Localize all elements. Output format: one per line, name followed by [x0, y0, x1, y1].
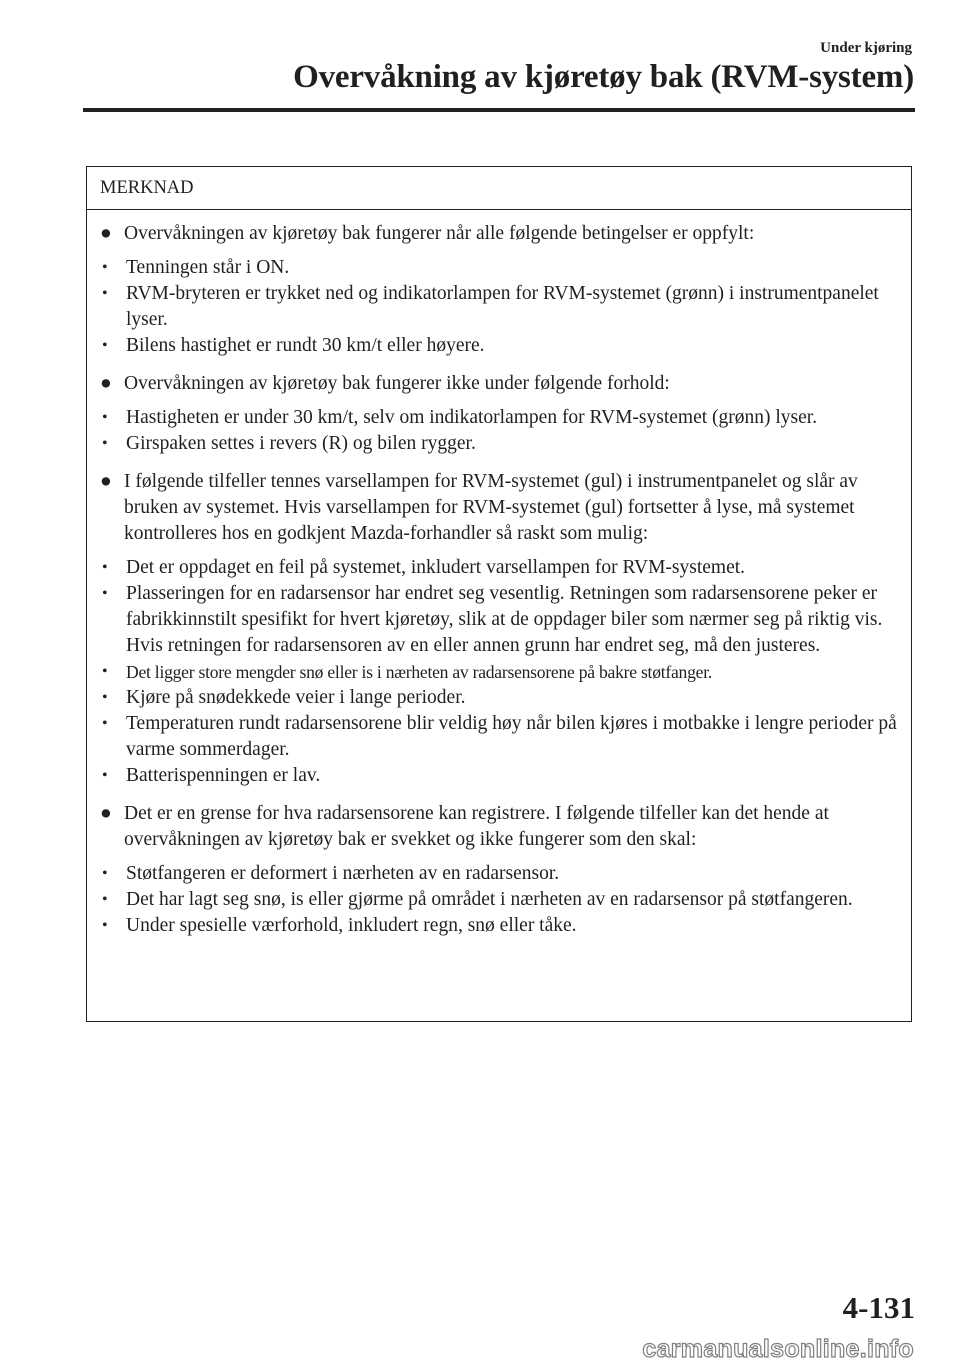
note-subitem-text: Hastigheten er under 30 km/t, selv om indikatorlampen for RVM-systemet (grønn) lyser.	[126, 407, 818, 428]
page-title: Overvåkning av kjøretøy bak (RVM-system)	[293, 59, 914, 95]
sub-bullet-icon: •	[102, 689, 108, 706]
note-sublist	[100, 255, 903, 359]
note-sublist	[100, 861, 903, 939]
note-subitem-text: Støtfangeren er deformert i nærheten av en radarsensor.	[126, 863, 560, 884]
note-item-text: Det er en grense for hva radarsensorene kan registrere. I følgende tilfeller kan det hende at overvåkningen av kjøretøy bak er svekket og ikke fungerer som den skal:	[124, 803, 829, 850]
note-subitem-text: Det er oppdaget en feil på systemet, inkludert varsellampen for RVM-systemet.	[126, 557, 746, 578]
note-subitem-text: Bilens hastighet er rundt 30 km/t eller høyere.	[126, 335, 485, 356]
note-sublist	[100, 405, 903, 457]
note-subitem	[100, 861, 903, 887]
bullet-icon: ●	[100, 373, 112, 394]
note-subitem-text: Under spesielle værforhold, inkludert regn, snø eller tåke.	[126, 915, 577, 936]
page-number: 4-131	[842, 1290, 915, 1325]
note-subitem	[100, 913, 903, 939]
section-label: Under kjøring	[820, 40, 912, 56]
note-subitem	[100, 281, 903, 333]
note-subitem	[100, 685, 903, 711]
note-subitem-text: Det har lagt seg snø, is eller gjørme på området i nærheten av en radarsensor på støtfangeren.	[126, 889, 853, 910]
note-subitem	[100, 405, 903, 431]
sub-bullet-icon: •	[102, 559, 108, 576]
note-item-text: Overvåkningen av kjøretøy bak fungerer ikke under følgende forhold:	[124, 373, 670, 394]
bullet-icon: ●	[100, 471, 112, 492]
note-subitem-text: Girspaken settes i revers (R) og bilen rygger.	[126, 433, 476, 454]
bullet-icon: ●	[100, 803, 112, 824]
note-subitem	[100, 581, 903, 659]
note-subitem-text: Plasseringen for en radarsensor har endret seg vesentlig. Retningen som radarsensorene peker er fabrikkinnstilt spesifikt for hvert kjøretøy, slik at de oppdager biler som nærmer seg på riktig vis. Hvis retningen for radarsensoren av en eller annen grunn har endret seg, må den justeres.	[126, 583, 883, 656]
note-subitem	[100, 659, 903, 685]
note-subitem	[100, 887, 903, 913]
sub-bullet-icon: •	[102, 285, 108, 302]
note-item-text: Overvåkningen av kjøretøy bak fungerer når alle følgende betingelser er oppfylt:	[124, 223, 755, 244]
sub-bullet-icon: •	[102, 865, 108, 882]
note-subitem-text: Batterispenningen er lav.	[126, 765, 321, 786]
note-subitem	[100, 711, 903, 763]
sub-bullet-icon: •	[102, 663, 108, 680]
note-subitem-text: Tenningen står i ON.	[126, 257, 290, 278]
note-item	[100, 221, 903, 247]
sub-bullet-icon: •	[102, 715, 108, 732]
sub-bullet-icon: •	[102, 337, 108, 354]
sub-bullet-icon: •	[102, 259, 108, 276]
watermark: carmanualsonline.info	[642, 1335, 914, 1363]
note-subitem	[100, 763, 903, 789]
sub-bullet-icon: •	[102, 409, 108, 426]
sub-bullet-icon: •	[102, 891, 108, 908]
sub-bullet-icon: •	[102, 917, 108, 934]
note-item	[100, 469, 903, 547]
note-subitem	[100, 431, 903, 457]
note-subitem	[100, 333, 903, 359]
note-subitem	[100, 555, 903, 581]
note-subitem-text: Temperaturen rundt radarsensorene blir veldig høy når bilen kjøres i motbakke i lengre perioder på varme sommerdager.	[126, 713, 897, 760]
note-body	[87, 210, 911, 939]
sub-bullet-icon: •	[102, 767, 108, 784]
note-box	[86, 166, 912, 1022]
sub-bullet-icon: •	[102, 435, 108, 452]
note-item-text: I følgende tilfeller tennes varsellampen for RVM-systemet (gul) i instrumentpanelet og slår av bruken av systemet. Hvis varsellampen for RVM-systemet (gul) fortsetter å lyse, må systemet kontrolleres hos en godkjent Mazda-forhandler så raskt som mulig:	[124, 471, 858, 544]
sub-bullet-icon: •	[102, 585, 108, 602]
note-subitem-text: Kjøre på snødekkede veier i lange perioder.	[126, 687, 466, 708]
note-sublist	[100, 555, 903, 789]
note-heading: MERKNAD	[87, 167, 911, 210]
note-subitem-text: Det ligger store mengder snø eller is i nærheten av radarsensorene på bakre støtfanger.	[126, 662, 712, 682]
bullet-icon: ●	[100, 223, 112, 244]
header-rule	[83, 108, 915, 112]
note-item	[100, 371, 903, 397]
note-subitem	[100, 255, 903, 281]
note-subitem-text: RVM-bryteren er trykket ned og indikatorlampen for RVM-systemet (grønn) i instrumentpanelet lyser.	[126, 283, 879, 330]
note-item	[100, 801, 903, 853]
